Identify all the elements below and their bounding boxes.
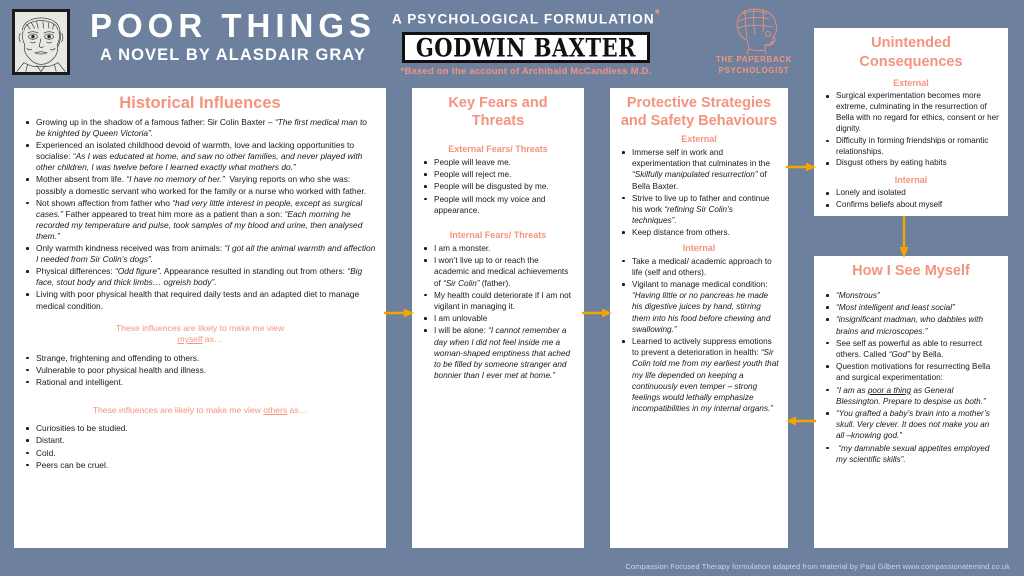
subhead-external-fears: External Fears/ Threats <box>448 144 548 154</box>
portrait-engraving-icon <box>12 9 70 75</box>
panel-unintended-consequences <box>814 28 1008 216</box>
subhead-internal-protective: Internal <box>682 242 716 253</box>
list-item: Physical differences: “Odd figure”. Appearance resulted in standing out from others: “Big face, stout body and thick limbs… ogreish body”. <box>23 266 377 288</box>
howisee-bullet-list <box>823 290 999 465</box>
list-item: Vigilant to manage medical condition: “Having little or no pancreas he made his digestive juices by hand, stirring them into his food before chewing and swallowing.” <box>619 279 779 335</box>
panel-title-fears: Key Fears and Threats <box>448 95 548 129</box>
character-name: GODWIN BAXTER <box>415 32 637 62</box>
note-view-others: These influences are likely to make me view others as… <box>92 404 308 415</box>
subhead-external-unintended: External <box>893 78 929 88</box>
list-item: Confirms beliefs about myself <box>823 200 999 211</box>
list-item: People will leave me. <box>421 157 575 168</box>
formulation-label <box>392 6 660 28</box>
list-item: Only warmth kindness received was from animals: “I got all the animal warmth and affection I needed from Sir Colin’s dogs”. <box>23 243 377 265</box>
list-item: I will be alone: “I cannot remember a day when I did not feel inside me a woman-shaped emptiness that ached to be filled by someone stranger and bonnier than I ever met at home.” <box>421 325 575 381</box>
list-item: Question motivations for resurrecting Bella and surgical experimentation: <box>823 361 999 383</box>
panel-protective-strategies <box>610 88 788 548</box>
list-item: I am a monster. <box>421 243 575 254</box>
list-item: Disgust others by eating habits <box>823 158 999 169</box>
list-item: Difficulty in forming friendships or romantic relationships. <box>823 136 999 158</box>
list-item: “Most intelligent and least social” <box>823 302 999 313</box>
internal-unintended-list <box>823 188 999 211</box>
note-view-myself: These influences are likely to make me view myself as… <box>115 322 285 345</box>
list-item: Peers can be cruel. <box>23 460 377 471</box>
formulation-title-block <box>392 6 660 77</box>
list-item: Take a medical/ academic approach to life (self and others). <box>619 256 779 278</box>
list-item: Surgical experimentation becomes more extreme, culminating in the resurrection of Bella with no regard for ethics, consent or her dignity. <box>823 91 999 135</box>
list-item: Cold. <box>23 448 377 459</box>
book-subtitle: A NOVEL BY ALASDAIR GRAY <box>100 46 366 64</box>
list-item: Curiosities to be studied. <box>23 423 377 434</box>
list-item: Living with poor physical health that required daily tests and an adapted diet to manage medical condition. <box>23 289 377 311</box>
list-item: Growing up in the shadow of a famous father: Sir Colin Baxter – “The first medical man to be knighted by Queen Victoria”. <box>23 117 377 139</box>
subhead-internal-unintended: Internal <box>894 175 928 186</box>
arrow-down-icon-unintended-to-howisee <box>898 216 910 258</box>
brand-logo <box>706 4 802 76</box>
panel-title-protective: Protective Strategies and Safety Behaviours <box>620 95 778 129</box>
list-item: Keep distance from others. <box>619 227 779 238</box>
list-item: Immerse self in work and experimentation that culminates in the “Skilfully manipulated resurrection” of Bella Baxter. <box>619 147 779 192</box>
brand-name-line2: PSYCHOLOGIST <box>718 66 790 75</box>
arrow-right-icon-fears-to-protective <box>582 306 612 318</box>
footer-credit: Compassion Focused Therapy formulation adapted from material by Paul Gilbert www.compassionatemind.co.uk <box>625 562 1010 571</box>
arrow-right-icon-protective-to-unintended <box>786 160 816 172</box>
arrow-right-icon-historical-to-fears <box>384 306 414 318</box>
phrenology-head-icon <box>723 4 785 54</box>
self-view-bullet-list <box>23 353 377 388</box>
list-item: Mother absent from life. “I have no memory of her.” Varying reports on who she was: possibly a domestic servant who worked for the family or a nurse who worked with father. <box>23 174 377 196</box>
subhead-external-protective: External <box>681 134 717 144</box>
others-view-bullet-list <box>23 423 377 470</box>
list-item: People will reject me. <box>421 169 575 180</box>
list-item: I won’t live up to or reach the academic and medical achievements of “Sir Colin” (father). <box>421 255 575 289</box>
panel-how-i-see-myself <box>814 256 1008 548</box>
list-item: People will be disgusted by me. <box>421 181 575 192</box>
panel-title-howisee: How I See Myself <box>852 263 970 279</box>
list-item: “Monstrous” <box>823 290 999 301</box>
list-item: Rational and intelligent. <box>23 377 377 388</box>
arrow-left-icon-howisee-to-protective <box>786 414 816 426</box>
asterisk-icon: * <box>654 6 661 21</box>
panel-title-unintended: Unintended Consequences <box>859 35 963 70</box>
list-item: My health could deteriorate if I am not vigilant in managing it. <box>421 290 575 312</box>
internal-fears-list <box>421 243 575 381</box>
based-on-note: *Based on the account of Archibald McCandless M.D. <box>400 65 652 77</box>
list-item: Vulnerable to poor physical health and illness. <box>23 365 377 376</box>
page-title: POOR THINGS <box>89 7 377 44</box>
list-item: “I am as poor a thing as General Blessington. Prepare to despise us both.” <box>823 385 999 407</box>
external-fears-list <box>421 157 575 216</box>
list-item: Distant. <box>23 435 377 446</box>
panel-key-fears-threats <box>412 88 584 548</box>
list-item: Experienced an isolated childhood devoid of warmth, love and lacking opportunities to socialise: “As I was educated at home, and saw no other families, and never played with other children, I was twelve before I learned exactly what mothers do.” <box>23 140 377 173</box>
list-item: “my damnable sexual appetites employed my scientific skills”. <box>823 443 999 465</box>
panel-historical-influences <box>14 88 386 548</box>
historical-bullet-list <box>23 117 377 312</box>
list-item: Strange, frightening and offending to others. <box>23 353 377 364</box>
external-unintended-list <box>823 91 999 169</box>
panel-title-historical: Historical Influences <box>119 94 281 112</box>
list-item: I am unlovable <box>421 313 575 324</box>
list-item: People will mock my voice and appearance. <box>421 194 575 216</box>
formulation-label-text: A PSYCHOLOGICAL FORMULATION <box>392 11 655 27</box>
internal-protective-list <box>619 256 779 415</box>
list-item: Lonely and isolated <box>823 188 999 199</box>
list-item: “insignificant madman, who dabbles with brains and microscopes.” <box>823 314 999 336</box>
subhead-internal-fears: Internal Fears/ Threats <box>449 230 547 241</box>
list-item: See self as powerful as able to resurrect others. Called “God” by Bella. <box>823 338 999 360</box>
list-item: Not shown affection from father who “had very little interest in people, except as surgical cases.” Father appeared to treat him more as a patient than a son: “Each morning he recorded my temperature and pulse, took samples of my blood and urine, then analysed them.” <box>23 198 377 242</box>
brand-name-line1: THE PAPERBACK <box>715 55 793 64</box>
list-item: Learned to actively suppress emotions to prevent a deterioration in health: “Sir Colin told me from my earliest youth that my life depended on keeping a continuously even temper – strong feelings would lethally emphasize incompatibilities in my internal organs.” <box>619 336 779 414</box>
list-item: “You grafted a baby’s brain into a mother’s skull. Very clever. It does not make you an all –knowing god.” <box>823 408 999 442</box>
character-name-box <box>402 32 650 63</box>
book-title-block <box>88 8 378 65</box>
external-protective-list <box>619 147 779 239</box>
list-item: Strive to live up to father and continue his work “refining Sir Colin’s techniques”. <box>619 193 779 227</box>
